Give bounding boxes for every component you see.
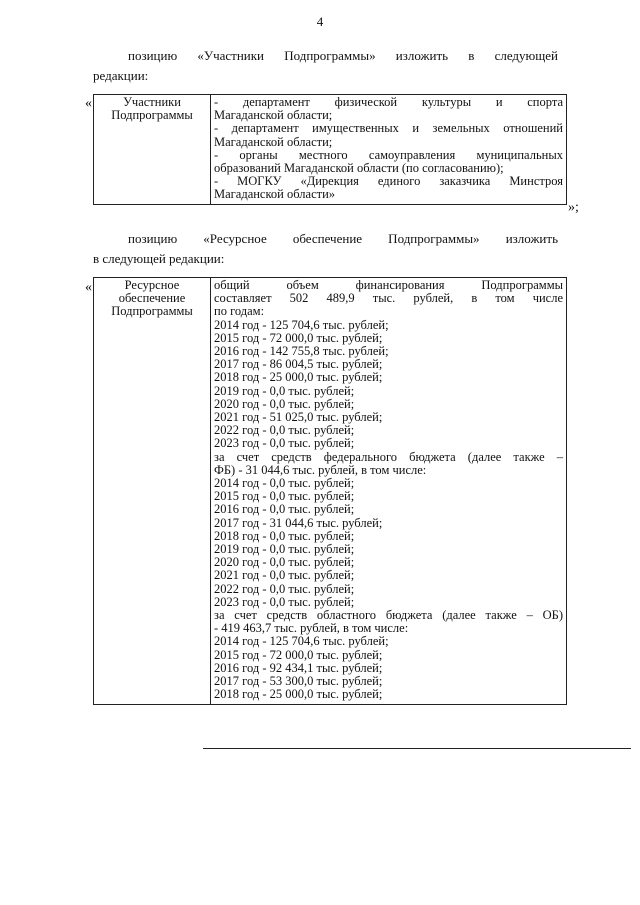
content-line: 2019 год - 0,0 тыс. рублей;	[214, 542, 355, 557]
content-line: 2018 год - 0,0 тыс. рублей;	[214, 528, 355, 543]
content-line: - 419 463,7 тыс. рублей, в том числе:	[214, 621, 409, 636]
content-line: 2016 год - 0,0 тыс. рублей;	[214, 502, 355, 517]
block1-close-quote: »;	[568, 200, 579, 215]
block2-content	[211, 278, 567, 705]
content-line: за счет средств федерального бюджета (далее также –	[214, 449, 563, 464]
content-line: 2018 год - 25 000,0 тыс. рублей;	[214, 370, 383, 385]
content-line: 2015 год - 72 000,0 тыс. рублей;	[214, 330, 383, 345]
block2-intro-line2: в следующей редакции:	[93, 251, 225, 266]
content-line: 2016 год - 142 755,8 тыс. рублей;	[214, 344, 389, 359]
block1-content	[211, 95, 567, 205]
block1-intro-line2: редакции:	[93, 68, 149, 83]
block2-label: Ресурсное обеспечение Подпрограммы	[94, 278, 211, 705]
content-line: 2023 год - 0,0 тыс. рублей;	[214, 594, 355, 609]
page-number: 4	[316, 14, 324, 29]
bottom-rule	[203, 748, 631, 749]
block1-intro-line1: позицию «Участники Подпрограммы» изложить в следующей	[128, 48, 558, 63]
content-line: 2015 год - 72 000,0 тыс. рублей;	[214, 647, 383, 662]
block2-open-quote: «	[85, 280, 92, 295]
content-line: 2022 год - 0,0 тыс. рублей;	[214, 423, 355, 438]
content-line: 2014 год - 0,0 тыс. рублей;	[214, 476, 355, 491]
content-line: 2020 год - 0,0 тыс. рублей;	[214, 396, 355, 411]
content-line: по годам:	[214, 304, 265, 319]
content-line: - департамент имущественных и земельных отношений	[214, 121, 563, 136]
content-line: 2017 год - 86 004,5 тыс. рублей;	[214, 357, 383, 372]
content-line: 2014 год - 125 704,6 тыс. рублей;	[214, 634, 389, 649]
content-line: - органы местного самоуправления муниципальных	[214, 147, 563, 162]
content-line: образований Магаданской области (по согласованию);	[214, 161, 504, 176]
content-line: 2017 год - 31 044,6 тыс. рублей;	[214, 515, 383, 530]
content-line: составляет 502 489,9 тыс. рублей, в том числе	[214, 291, 563, 306]
content-line: 2016 год - 92 434,1 тыс. рублей;	[214, 660, 383, 675]
content-line: 2017 год - 53 300,0 тыс. рублей;	[214, 674, 383, 689]
content-line: - МОГКУ «Дирекция единого заказчика Минстроя	[214, 174, 563, 189]
content-line: 2021 год - 0,0 тыс. рублей;	[214, 568, 355, 583]
content-line: за счет средств областного бюджета (далее также – ОБ)	[214, 608, 563, 623]
content-line: Магаданской области»	[214, 187, 336, 202]
content-line: 2020 год - 0,0 тыс. рублей;	[214, 555, 355, 570]
content-line: 2015 год - 0,0 тыс. рублей;	[214, 489, 355, 504]
content-line: 2018 год - 25 000,0 тыс. рублей;	[214, 687, 383, 702]
content-line: 2021 год - 51 025,0 тыс. рублей;	[214, 410, 383, 425]
content-line: общий объем финансирования Подпрограммы	[214, 278, 563, 292]
block2-table	[93, 277, 567, 705]
block1-open-quote: «	[85, 96, 92, 111]
block1-table	[93, 94, 567, 205]
content-line: Магаданской области;	[214, 134, 333, 149]
content-line: 2014 год - 125 704,6 тыс. рублей;	[214, 317, 389, 332]
content-line: ФБ) - 31 044,6 тыс. рублей, в том числе:	[214, 462, 427, 477]
content-line: 2023 год - 0,0 тыс. рублей;	[214, 436, 355, 451]
block1-label: Участники Подпрограммы	[94, 95, 211, 205]
content-line: 2022 год - 0,0 тыс. рублей;	[214, 581, 355, 596]
content-line: Магаданской области;	[214, 108, 333, 123]
content-line: - департамент физической культуры и спорта	[214, 95, 563, 109]
content-line: 2019 год - 0,0 тыс. рублей;	[214, 383, 355, 398]
block2-intro-line1: позицию «Ресурсное обеспечение Подпрограммы» изложить	[128, 231, 558, 246]
